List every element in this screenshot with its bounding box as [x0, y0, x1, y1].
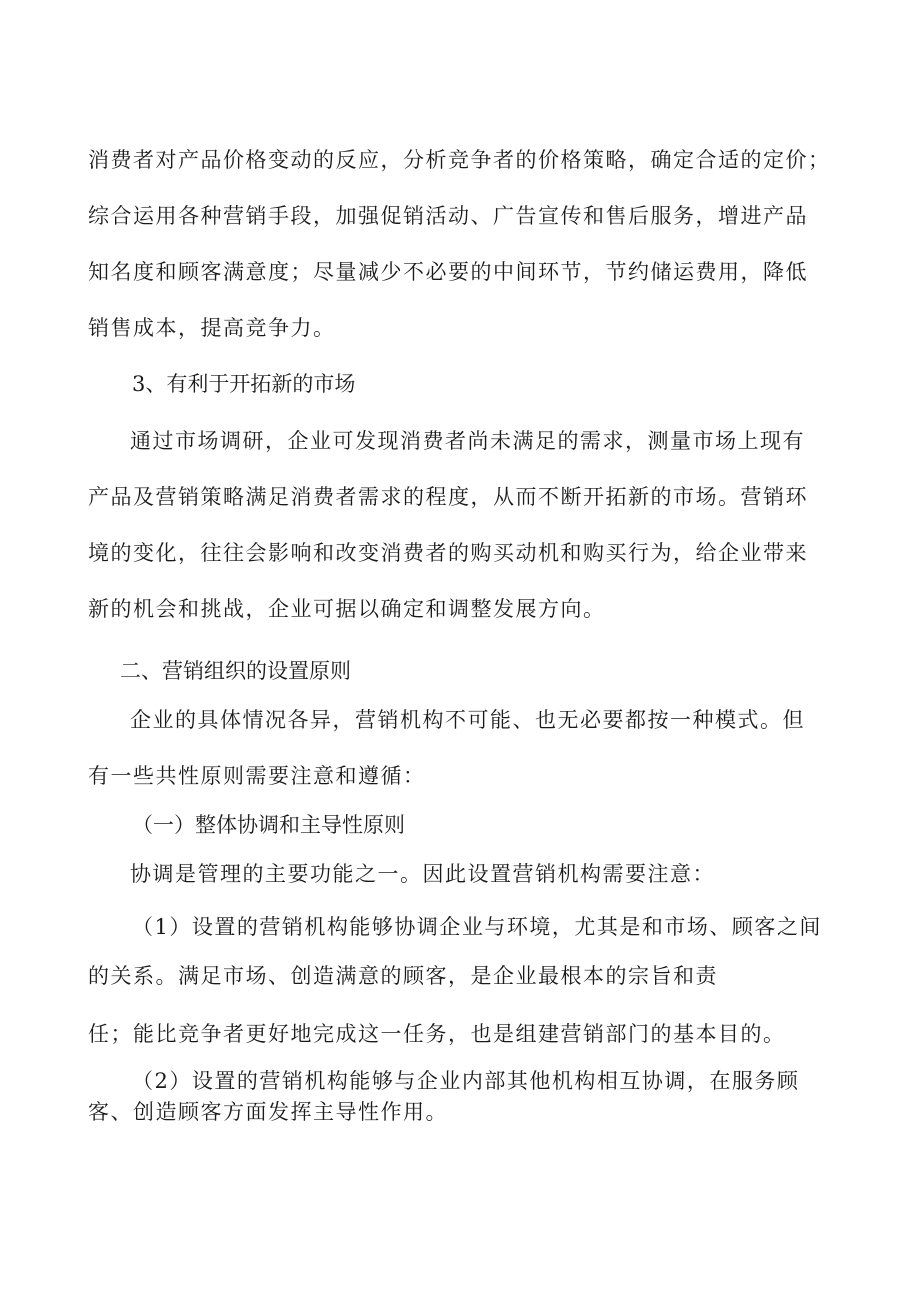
paragraph-line: （2）设置的营销机构能够与企业内部其他机构相互协调，在服务顾: [132, 1069, 800, 1093]
paragraph-line: 境的变化，往往会影响和改变消费者的购买动机和购买行为，给企业带来: [88, 541, 808, 565]
paragraph-line: 协调是管理的主要功能之一。因此设置营销机构需要注意：: [130, 862, 715, 886]
paragraph-line: 的关系。满足市场、创造满意的顾客，是企业最根本的宗旨和责: [88, 964, 718, 988]
section-heading: 3、有利于开拓新的市场: [132, 372, 356, 396]
paragraph-line: 有一些共性原则需要注意和遵循：: [88, 764, 426, 788]
paragraph-line: 消费者对产品价格变动的反应，分析竞争者的价格策略，确定合适的定价；: [88, 148, 831, 172]
paragraph-line: 新的机会和挑战，企业可据以确定和调整发展方向。: [88, 597, 606, 621]
subsection-heading: （一）整体协调和主导性原则: [132, 813, 405, 837]
paragraph-line: 知名度和顾客满意度；尽量减少不必要的中间环节，节约储运费用，降低: [88, 260, 808, 284]
paragraph-line: 企业的具体情况各异，营销机构不可能、也无必要都按一种模式。但: [130, 708, 805, 732]
paragraph-line: 客、创造顾客方面发挥主导性作用。: [88, 1100, 448, 1124]
section-heading: 二、营销组织的设置原则: [120, 659, 351, 683]
paragraph-line: （1）设置的营销机构能够协调企业与环境，尤其是和市场、顾客之间: [132, 915, 822, 939]
paragraph-line: 综合运用各种营销手段，加强促销活动、广告宣传和售后服务，增进产品: [88, 204, 808, 228]
paragraph-line: 通过市场调研，企业可发现消费者尚未满足的需求，测量市场上现有: [130, 429, 805, 453]
paragraph-line: 任；能比竞争者更好地完成这一任务，也是组建营销部门的基本目的。: [88, 1022, 786, 1046]
paragraph-line: 销售成本，提高竞争力。: [88, 316, 336, 340]
paragraph-line: 产品及营销策略满足消费者需求的程度，从而不断开拓新的市场。营销环: [88, 485, 808, 509]
